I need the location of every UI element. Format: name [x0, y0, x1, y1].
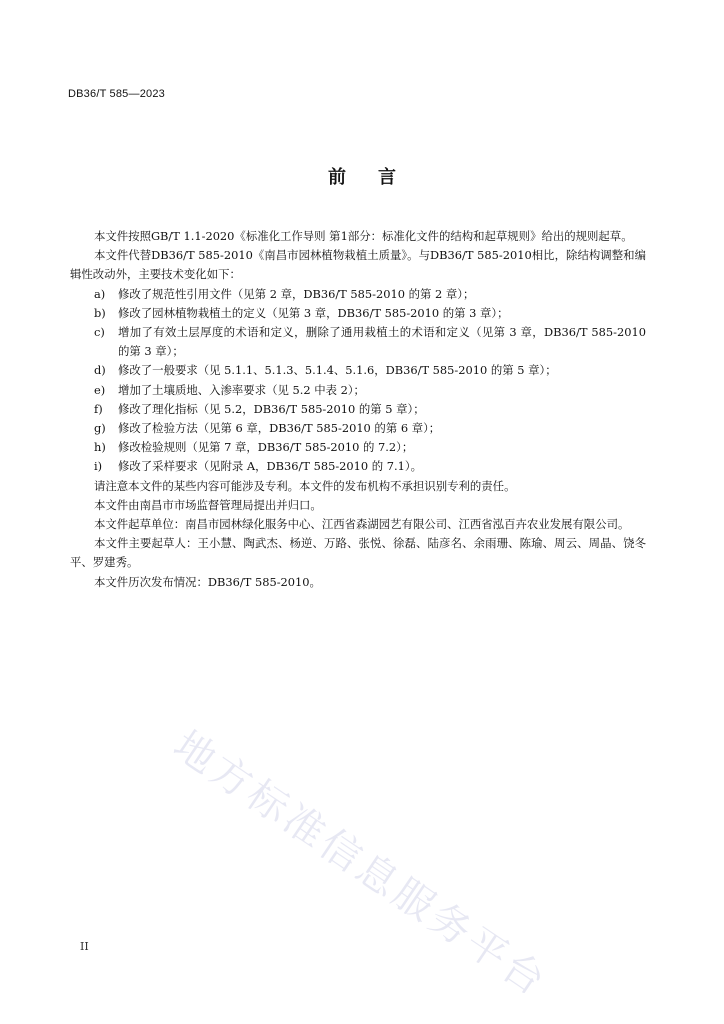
list-item-mark: b) [94, 305, 106, 320]
list-item-text: 修改了检验方法（见第 6 章，DB36/T 585-2010 的第 6 章）； [118, 421, 441, 436]
list-item-mark: f) [94, 401, 103, 416]
list-item-text: 修改了园林植物栽植土的定义（见第 3 章，DB36/T 585-2010 的第 3 章）； [118, 305, 509, 320]
list-item-text: 修改了理化指标（见 5.2，DB36/T 585-2010 的第 5 章）； [118, 401, 425, 416]
watermark: 地方标准信息服务平台 [165, 722, 556, 1007]
changes-list [70, 285, 646, 477]
list-item-text: 修改了规范性引用文件（见第 2 章，DB36/T 585-2010 的第 2 章）； [118, 286, 475, 301]
paragraph-drafting-units: 本文件起草单位：南昌市园林绿化服务中心、江西省森湖园艺有限公司、江西省泓百卉农业发展有限公司。 [94, 517, 630, 532]
list-item-text: 增加了有效土层厚度的术语和定义，删除了通用栽植土的术语和定义（见第 3 章，DB36/T 585-2010 的第 3 章）； [118, 325, 646, 359]
list-item [70, 400, 646, 419]
paragraph-patent-notice: 请注意本文件的某些内容可能涉及专利。本文件的发布机构不承担识别专利的责任。 [94, 478, 516, 493]
list-item [70, 419, 646, 438]
page-title: 前言 [328, 167, 428, 188]
list-item-text: 修改检验规则（见第 7 章，DB36/T 585-2010 的 7.2）； [118, 440, 414, 455]
page-number: II [80, 940, 89, 953]
paragraph-proposer: 本文件由南昌市市场监督管理局提出并归口。 [94, 497, 322, 512]
list-item [70, 285, 646, 304]
list-item-text: 修改了一般要求（见 5.1.1、5.1.3、5.1.4、5.1.6，DB36/T 585-2010 的第 5 章）； [118, 363, 557, 378]
preface-body [70, 227, 646, 592]
list-item-mark: d) [94, 363, 106, 378]
paragraph-drafting-rules: 本文件按照GB/T 1.1-2020《标准化工作导则 第1部分：标准化文件的结构和起草规则》给出的规则起草。 [94, 229, 633, 243]
list-item-text: 增加了土壤质地、入渗率要求（见 5.2 中表 2）； [118, 382, 365, 397]
list-item-mark: i) [94, 459, 103, 474]
list-item-mark: a) [94, 286, 106, 301]
standard-code: DB36/T 585—2023 [68, 88, 165, 100]
list-item-mark: g) [94, 421, 106, 436]
list-item-mark: h) [94, 440, 106, 455]
list-item [70, 438, 646, 457]
list-item-mark: c) [94, 325, 105, 340]
list-item-text: 修改了采样要求（见附录 A，DB36/T 585-2010 的 7.1）。 [118, 459, 422, 474]
list-item [70, 304, 646, 323]
list-item [70, 323, 646, 361]
paragraph-history: 本文件历次发布情况：DB36/T 585-2010。 [94, 574, 321, 589]
paragraph-drafters: 本文件主要起草人：王小慧、陶武杰、杨逆、万路、张悦、徐磊、陆彦名、余雨珊、陈瑜、周云、周晶、饶冬平、罗建秀。 [70, 536, 646, 570]
list-item [70, 457, 646, 476]
list-item [70, 381, 646, 400]
list-item-mark: e) [94, 382, 106, 397]
paragraph-replacement: 本文件代替DB36/T 585-2010《南昌市园林植物栽植土质量》。与DB36/T 585-2010相比，除结构调整和编辑性改动外，主要技术变化如下： [70, 248, 646, 282]
list-item [70, 361, 646, 380]
